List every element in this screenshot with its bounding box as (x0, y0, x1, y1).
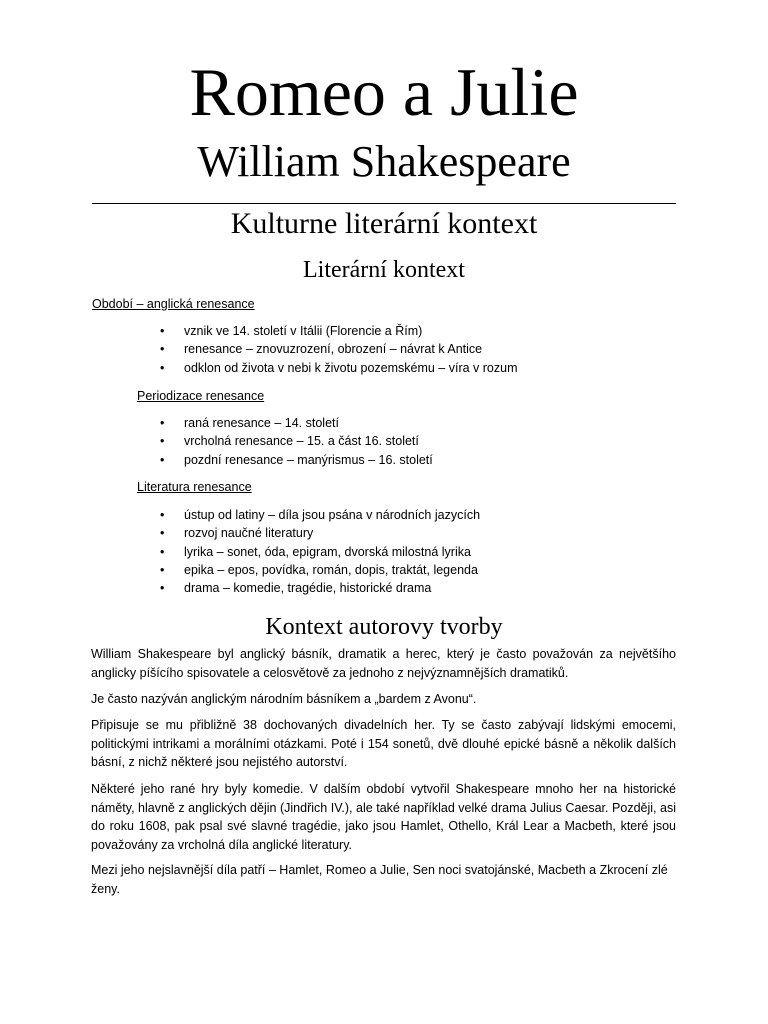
list-item: • renesance – znovuzrození, obrození – návrat k Antice (0, 340, 517, 358)
bullet-icon: • (160, 544, 165, 559)
heading-author-context: Kontext autorovy tvorby (265, 614, 503, 640)
list-item: • pozdní renesance – manýrismus – 16. století (0, 451, 433, 469)
list-item: • vznik ve 14. století v Itálii (Florencie a Řím) (0, 322, 517, 340)
list-item: • vrcholná renesance – 15. a část 16. století (0, 432, 433, 450)
paragraph: Některé jeho rané hry byly komedie. V dalším období vytvořil Shakespeare mnoho her na historické náměty, hlavně z anglických dějin (Jindřich IV.), ale také například velké drama Julius Caesar. Později, asi do roku 1608, pak psal své slavné tragédie, jako jsou Hamlet, Othello, Král Lear a Macbeth, které jsou považovány za vrcholná díla anglické literatury. (91, 782, 676, 852)
subheading-periodization: Periodizace renesance (137, 389, 265, 403)
heading-cultural-context: Kulturne literární kontext (230, 207, 538, 240)
list-item: • rozvoj naučné literatury (0, 524, 480, 542)
bullet-icon: • (160, 324, 165, 338)
paragraph: Připisuje se mu přibližně 38 dochovaných divadelních her. Ty se často zabývají lidskými emocemi, politickými intrikami a morálními otázkami. Poté i 154 sonetů, dvě dlouhé epické básně a několik dalších básní, z nichž některé jsou nejistého autorství. (91, 718, 676, 769)
bullet-icon: • (160, 508, 165, 522)
list-item: • epika – epos, povídka, román, dopis, traktát, legenda (0, 561, 480, 579)
bullet-icon: • (160, 526, 165, 541)
bullet-icon: • (160, 562, 165, 577)
heading-literary-context: Literární kontext (303, 257, 465, 283)
periodization-list (0, 414, 433, 469)
list-item: • lyrika – sonet, óda, epigram, dvorská milostná lyrika (0, 543, 480, 561)
period-list (0, 322, 517, 377)
subheading-literature: Literatura renesance (137, 480, 252, 494)
bullet-icon: • (160, 581, 165, 596)
bullet-icon: • (160, 434, 165, 449)
document-title: Romeo a Julie (189, 54, 579, 130)
bullet-icon: • (160, 452, 165, 467)
list-item: • drama – komedie, tragédie, historické drama (0, 579, 480, 597)
subheading-period: Období – anglická renesance (92, 297, 255, 311)
paragraph: William Shakespeare byl anglický básník, dramatik a herec, který je často považován za největšího anglicky píšícího spisovatele a celosvětově za jednoho z nejvýznamnějších dramatiků. (91, 647, 676, 680)
bullet-icon: • (160, 360, 165, 375)
paragraph: Mezi jeho nejslavnější díla patří – Hamlet, Romeo a Julie, Sen noci svatojánské, Macbeth a Zkrocení zlé ženy. (91, 863, 668, 896)
document-author: William Shakespeare (197, 137, 571, 186)
paragraph: Je často nazýván anglickým národním básníkem a „bardem z Avonu“. (91, 692, 477, 706)
list-item: • ústup od latiny – díla jsou psána v národních jazycích (0, 506, 480, 524)
list-item: • odklon od života v nebi k životu pozemskému – víra v rozum (0, 359, 517, 377)
bullet-icon: • (160, 342, 165, 357)
literature-list (0, 506, 480, 597)
list-item: • raná renesance – 14. století (0, 414, 433, 432)
bullet-icon: • (160, 416, 165, 430)
